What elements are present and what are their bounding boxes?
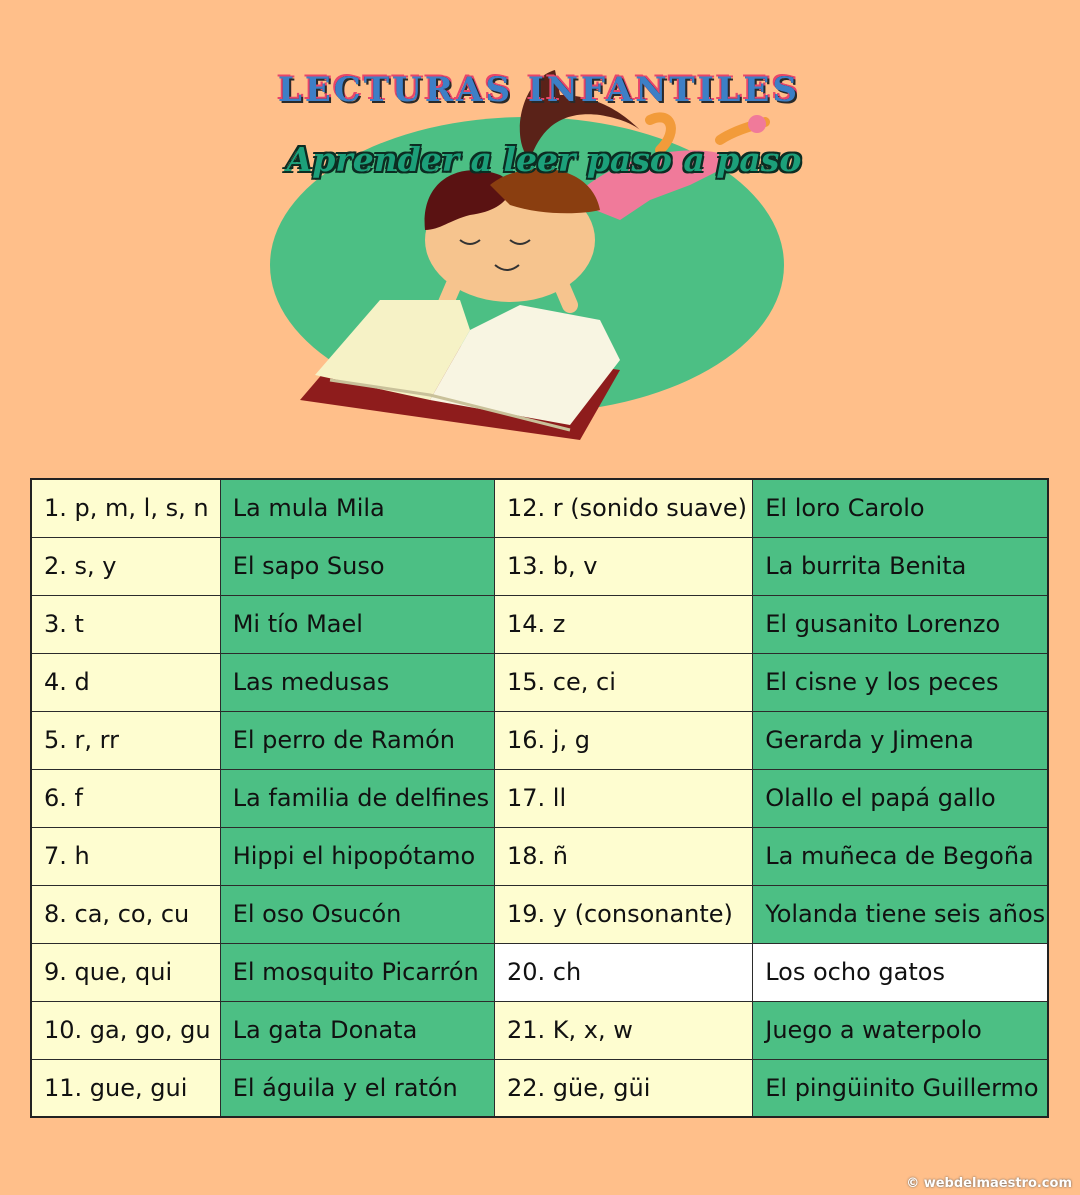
shoe <box>748 115 766 133</box>
letters-cell: 14. z <box>494 595 752 653</box>
table-row <box>31 885 1048 943</box>
table-row <box>31 1059 1048 1117</box>
letters-cell: 16. j, g <box>494 711 752 769</box>
table-row <box>31 479 1048 537</box>
table-row <box>31 769 1048 827</box>
reading-title-link[interactable]: El águila y el ratón <box>220 1059 494 1117</box>
letters-cell: 18. ñ <box>494 827 752 885</box>
reading-title-link[interactable]: El gusanito Lorenzo <box>753 595 1048 653</box>
page-title: LECTURAS INFANTILES <box>277 70 801 110</box>
reading-title-link[interactable]: El oso Osucón <box>220 885 494 943</box>
letters-cell: 15. ce, ci <box>494 653 752 711</box>
reading-title-link[interactable]: Gerarda y Jimena <box>753 711 1048 769</box>
letters-cell: 22. güe, güi <box>494 1059 752 1117</box>
reading-title-link[interactable]: Las medusas <box>220 653 494 711</box>
page-subtitle: Aprender a leer paso a paso <box>286 140 802 179</box>
reading-title-link[interactable]: La mula Mila <box>220 479 494 537</box>
letters-cell: 11. gue, gui <box>31 1059 220 1117</box>
letters-cell: 19. y (consonante) <box>494 885 752 943</box>
reading-title-link[interactable]: Olallo el papá gallo <box>753 769 1048 827</box>
reading-title-link[interactable]: Mi tío Mael <box>220 595 494 653</box>
letters-cell: 20. ch <box>494 943 752 1001</box>
letters-cell: 2. s, y <box>31 537 220 595</box>
letters-cell: 13. b, v <box>494 537 752 595</box>
site-credit[interactable]: © webdelmaestro.com <box>906 1176 1072 1191</box>
letters-cell: 4. d <box>31 653 220 711</box>
reading-title-link[interactable]: El perro de Ramón <box>220 711 494 769</box>
reading-title-link[interactable]: Juego a waterpolo <box>753 1001 1048 1059</box>
letters-cell: 6. f <box>31 769 220 827</box>
letters-cell: 8. ca, co, cu <box>31 885 220 943</box>
table-row <box>31 827 1048 885</box>
letters-cell: 21. K, x, w <box>494 1001 752 1059</box>
reading-title-link[interactable]: El mosquito Picarrón <box>220 943 494 1001</box>
reading-title-link[interactable]: La burrita Benita <box>753 537 1048 595</box>
letters-cell: 5. r, rr <box>31 711 220 769</box>
reading-title-link[interactable]: La familia de delfines <box>220 769 494 827</box>
readings-table <box>30 478 1049 1118</box>
letters-cell: 1. p, m, l, s, n <box>31 479 220 537</box>
letters-cell: 9. que, qui <box>31 943 220 1001</box>
reading-title-link[interactable]: El pingüinito Guillermo <box>753 1059 1048 1117</box>
letters-cell: 3. t <box>31 595 220 653</box>
table-row <box>31 1001 1048 1059</box>
illustration-girl-reading <box>0 0 1080 460</box>
reading-title-link[interactable]: El loro Carolo <box>753 479 1048 537</box>
reading-title-link[interactable]: El sapo Suso <box>220 537 494 595</box>
letters-cell: 7. h <box>31 827 220 885</box>
reading-title-link[interactable]: Yolanda tiene seis años <box>753 885 1048 943</box>
reading-title-link[interactable]: La gata Donata <box>220 1001 494 1059</box>
table-row <box>31 595 1048 653</box>
letters-cell: 17. ll <box>494 769 752 827</box>
reading-title-link[interactable]: El cisne y los peces <box>753 653 1048 711</box>
reading-title-link[interactable]: La muñeca de Begoña <box>753 827 1048 885</box>
reading-title-link[interactable]: Los ocho gatos <box>753 943 1048 1001</box>
table-row <box>31 943 1048 1001</box>
table-row <box>31 711 1048 769</box>
letters-cell: 12. r (sonido suave) <box>494 479 752 537</box>
table-row <box>31 653 1048 711</box>
letters-cell: 10. ga, go, gu <box>31 1001 220 1059</box>
reading-title-link[interactable]: Hippi el hipopótamo <box>220 827 494 885</box>
table-row <box>31 537 1048 595</box>
